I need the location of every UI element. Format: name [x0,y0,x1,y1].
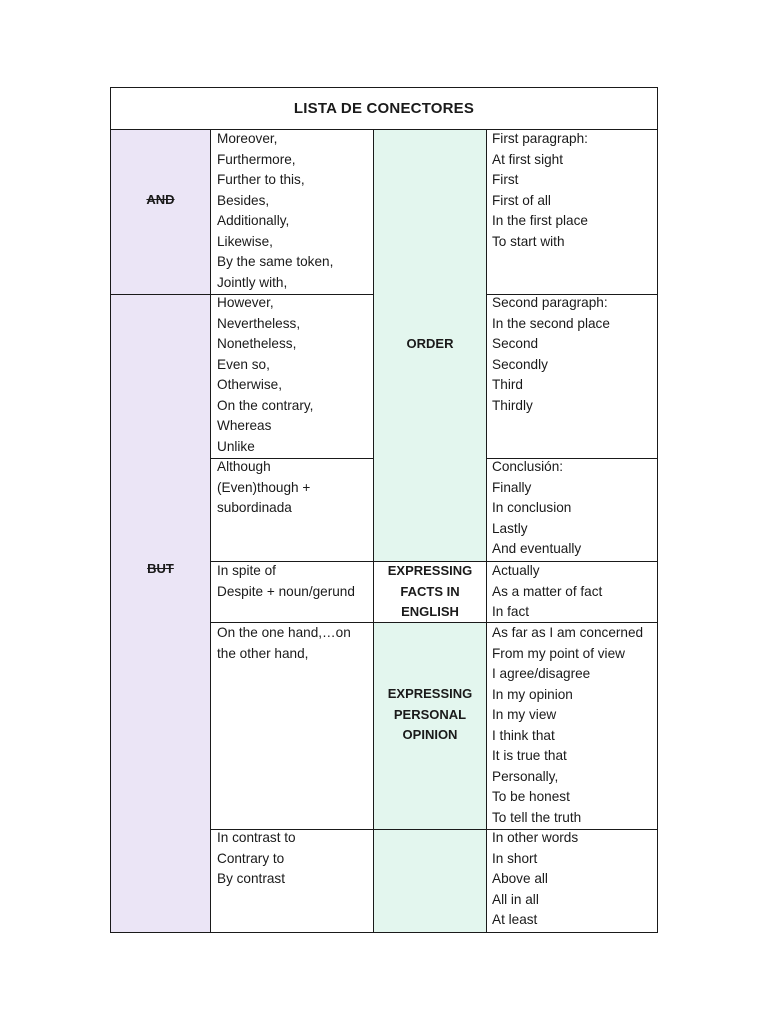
list-item: In the first place [492,213,588,228]
list-item: Second paragraph: [492,295,608,310]
opinion-label-line: OPINION [402,727,458,742]
opinion-label-line: PERSONAL [393,706,467,722]
list-item: Contrary to [217,850,285,866]
list-item: First of all [492,192,551,208]
list-item: As a matter of fact [492,583,603,599]
list-item: Although [217,459,271,474]
list-item: All in all [492,891,539,907]
list-item: I think that [492,727,555,743]
list-item: In the second place [492,315,610,331]
list-item: Despite + noun/gerund [217,583,355,599]
opinion-label-line: EXPRESSING [387,686,473,701]
list-item: In contrast to [217,830,296,845]
list-item: Finally [492,479,532,495]
list-item: To tell the truth [492,809,582,825]
col-divider-1 [210,130,211,932]
facts-label-line: FACTS IN [400,583,460,599]
opinion-list [492,623,643,828]
list-item: subordinada [217,500,292,515]
list-item: In short [492,850,538,866]
contrast-connectors-list [217,828,296,890]
list-item: Actually [492,563,540,578]
list-item: Besides, [217,192,270,208]
facts-label [374,561,486,623]
list-item: By the same token, [217,254,334,269]
list-item: In conclusion [492,500,572,515]
list-item: As far as I am concerned [492,625,644,640]
col-divider-3 [486,130,487,932]
list-item: At least [492,912,538,927]
first-paragraph-list [492,129,588,252]
list-item: And eventually [492,541,582,556]
list-item: Second [492,336,539,351]
list-item: I agree/disagree [492,666,591,681]
list-item: Jointly with, [217,274,288,290]
however-connectors-list [217,293,313,457]
list-item: the other hand, [217,645,309,661]
list-item: From my point of view [492,645,625,661]
list-item: Nonetheless, [217,336,297,351]
list-item: Likewise, [217,233,273,249]
list-item: Lastly [492,520,528,536]
list-item: Unlike [217,438,255,454]
list-item: (Even)though + [217,479,311,495]
list-item: In fact [492,604,530,619]
list-item: Moreover, [217,131,278,146]
list-item: Furthermore, [217,151,296,167]
facts-list [492,561,602,623]
list-item: In my opinion [492,686,573,702]
list-item: On the one hand,…on [217,625,351,640]
facts-label-line: EXPRESSING [387,563,473,578]
second-paragraph-list [492,293,610,416]
list-item: Additionally, [217,213,290,228]
page-title: LISTA DE CONECTORES [293,100,475,117]
list-item: To be honest [492,789,570,804]
list-item: On the contrary, [217,397,314,413]
facts-label-line: ENGLISH [401,604,459,619]
list-item: Above all [492,871,548,886]
list-item: To start with [492,233,565,249]
order-label: ORDER [406,336,454,351]
list-item: At first sight [492,151,564,167]
list-item: Personally, [492,768,559,784]
list-item: Conclusión: [492,459,564,474]
list-item: Thirdly [492,397,533,413]
list-item: In my view [492,707,557,722]
col-divider-2 [373,130,374,932]
list-item: By contrast [217,871,285,886]
and-connectors-list [217,129,333,293]
list-item: Otherwise, [217,377,282,392]
list-item: Third [492,377,523,392]
list-item: It is true that [492,748,567,763]
but-label: BUT [147,561,174,576]
although-connectors-list [217,457,310,519]
list-item: Nevertheless, [217,315,301,331]
summary-list [492,828,578,931]
and-label: AND [146,192,175,207]
list-item: First paragraph: [492,131,588,146]
list-item: Even so, [217,356,270,372]
opinion-label [374,684,486,746]
list-item: First [492,172,519,187]
list-item: In other words [492,830,579,845]
onehand-connectors-list [217,623,351,664]
list-item: In spite of [217,563,276,578]
list-item: Secondly [492,356,548,372]
list-item: However, [217,295,274,310]
conclusion-list [492,457,581,560]
spite-connectors-list [217,561,355,602]
list-item: Further to this, [217,172,305,187]
list-item: Whereas [217,418,272,433]
